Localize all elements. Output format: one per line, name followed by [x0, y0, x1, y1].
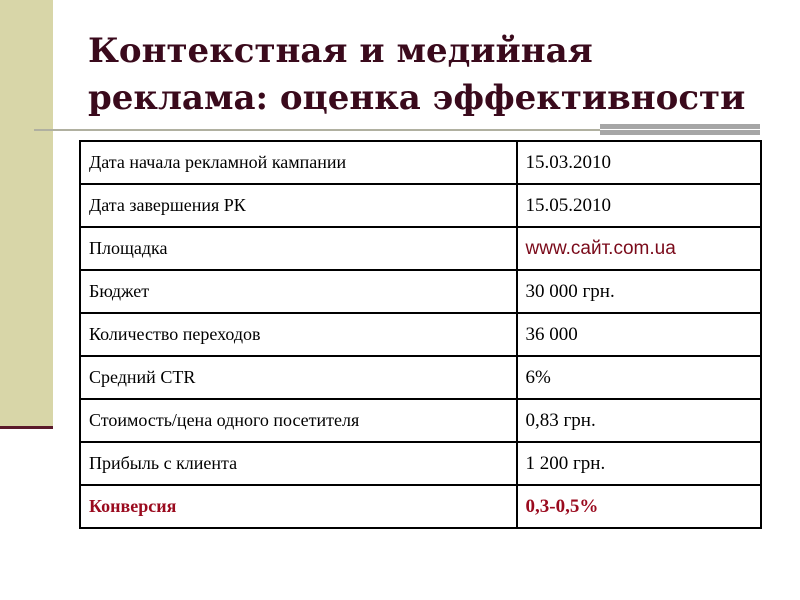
table-row	[80, 270, 761, 313]
left-decorative-band	[0, 0, 53, 426]
table-row	[80, 442, 761, 485]
row-label: Дата завершения РК	[80, 184, 517, 227]
table-row	[80, 184, 761, 227]
row-value: 6%	[517, 356, 762, 399]
row-label: Бюджет	[80, 270, 517, 313]
row-value: 30 000 грн.	[517, 270, 762, 313]
table-row	[80, 356, 761, 399]
row-value: 15.05.2010	[517, 184, 762, 227]
row-label: Конверсия	[80, 485, 517, 528]
site-link[interactable]: www.сайт.com.ua	[525, 237, 676, 259]
row-label: Средний CTR	[80, 356, 517, 399]
row-value: 36 000	[517, 313, 762, 356]
title-divider	[34, 129, 600, 131]
slide-title: Контекстная и медийная реклама: оценка эффективности	[88, 31, 746, 118]
accent-block	[600, 124, 760, 135]
row-value: 15.03.2010	[517, 141, 762, 184]
row-value-cell	[517, 227, 762, 270]
table-row	[80, 313, 761, 356]
row-value: 0,83 грн.	[517, 399, 762, 442]
row-label: Прибыль с клиента	[80, 442, 517, 485]
table-row	[80, 399, 761, 442]
row-label: Площадка	[80, 227, 517, 270]
table-row	[80, 141, 761, 184]
left-band-underline	[0, 426, 53, 429]
metrics-table	[79, 140, 762, 529]
row-value: 0,3-0,5%	[517, 485, 762, 528]
row-label: Дата начала рекламной кампании	[80, 141, 517, 184]
row-label: Стоимость/цена одного посетителя	[80, 399, 517, 442]
table-row-highlight	[80, 485, 761, 528]
row-label: Количество переходов	[80, 313, 517, 356]
table-row	[80, 227, 761, 270]
row-value: 1 200 грн.	[517, 442, 762, 485]
